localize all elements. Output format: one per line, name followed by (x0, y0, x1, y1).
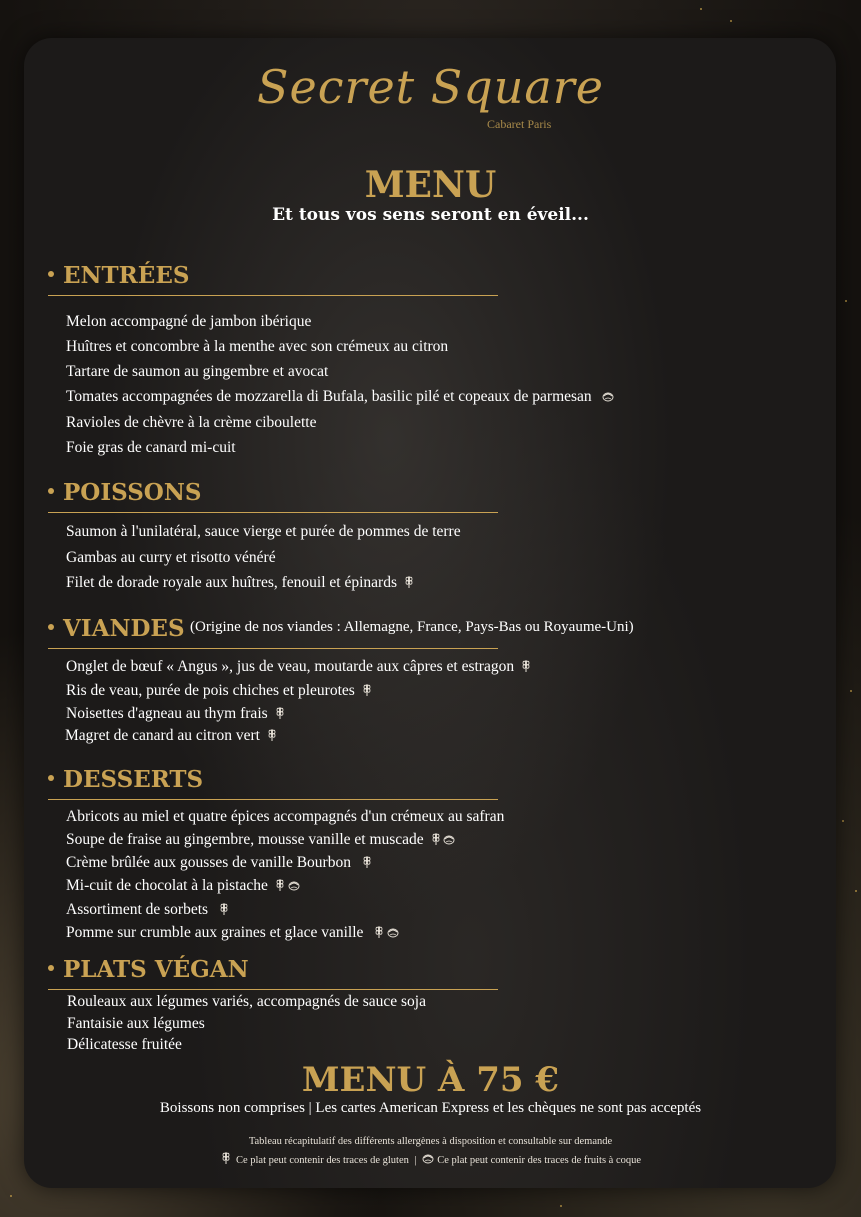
dish-item: Ravioles de chèvre à la crème ciboulette (66, 414, 317, 431)
section-title: DESSERTS (63, 766, 204, 793)
section-viandes-heading (48, 615, 634, 649)
decor-speck (560, 1205, 562, 1207)
wheat-icon (520, 659, 532, 673)
nut-icon (288, 878, 300, 892)
decor-speck (730, 20, 732, 22)
nut-icon (422, 1151, 434, 1165)
decor-speck (855, 890, 857, 892)
dish-item: Délicatesse fruitée (67, 1036, 182, 1053)
logo (0, 55, 861, 131)
dish-item: Crème brûlée aux gousses de vanille Bourbon (66, 854, 373, 872)
logo-subtitle: Cabaret Paris (487, 117, 552, 131)
wheat-icon (274, 706, 286, 720)
dish-item: Tartare de saumon au gingembre et avocat (66, 363, 329, 380)
logo-name: Secret Square (256, 60, 605, 114)
legend-separator: | (414, 1155, 417, 1166)
section-title: POISSONS (63, 479, 202, 506)
dish-item: Mi-cuit de chocolat à la pistache (66, 877, 300, 895)
decor-speck (845, 300, 847, 302)
decor-speck (700, 8, 702, 10)
wheat-icon (220, 1151, 232, 1165)
dish-item: Filet de dorade royale aux huîtres, fenouil et épinards (66, 574, 415, 592)
allergen-note: Tableau récapitulatif des différents allergènes à disposition et consultable sur demande (248, 1136, 613, 1147)
bullet-icon (48, 775, 54, 781)
decor-speck (850, 690, 852, 692)
section-entrees-heading (48, 262, 498, 296)
section-desserts-heading (48, 766, 498, 800)
menu-price: MENU À 75 € (301, 1060, 560, 1100)
nuts-legend: Ce plat peut contenir des traces de fruits à coque (437, 1155, 642, 1166)
payment-info: Boissons non comprises | Les cartes American Express et les chèques ne sont pas acceptés (159, 1100, 702, 1116)
bullet-icon (48, 488, 54, 494)
allergen-legend (0, 1151, 861, 1166)
wheat-icon (274, 878, 286, 892)
meat-origin-note: (Origine de nos viandes : Allemagne, France, Pays-Bas ou Royaume-Uni) (190, 619, 634, 635)
dish-item: Ris de veau, purée de pois chiches et pleurotes (66, 682, 373, 700)
nut-icon (602, 389, 614, 403)
dish-item: Foie gras de canard mi-cuit (66, 439, 236, 456)
dish-item: Soupe de fraise au gingembre, mousse vanille et muscade (66, 831, 455, 849)
decor-speck (10, 1195, 12, 1197)
dish-item: Saumon à l'unilatéral, sauce vierge et purée de pommes de terre (66, 523, 461, 540)
bullet-icon (48, 624, 54, 630)
wheat-icon (361, 855, 373, 869)
dish-item: Magret de canard au citron vert (65, 727, 278, 745)
decor-speck (842, 820, 844, 822)
nut-icon (387, 925, 399, 939)
dish-item: Fantaisie aux légumes (67, 1015, 205, 1032)
menu-title: MENU (364, 164, 497, 206)
section-poissons-heading (48, 479, 498, 513)
dish-item: Assortiment de sorbets (66, 901, 230, 919)
wheat-icon (430, 832, 442, 846)
section-title: VIANDES (63, 615, 185, 642)
section-title: PLATS VÉGAN (63, 956, 249, 983)
dish-item: Pomme sur crumble aux graines et glace vanille (66, 924, 399, 942)
gluten-legend: Ce plat peut contenir des traces de gluten (235, 1155, 409, 1166)
dish-item: Rouleaux aux légumes variés, accompagnés de sauce soja (67, 993, 426, 1010)
wheat-icon (218, 902, 230, 916)
dish-item: Abricots au miel et quatre épices accompagnés d'un crémeux au safran (66, 808, 505, 825)
menu-tagline: Et tous vos sens seront en éveil... (272, 205, 589, 225)
wheat-icon (373, 925, 385, 939)
section-vegan-heading (48, 956, 498, 990)
bullet-icon (48, 271, 54, 277)
bullet-icon (48, 965, 54, 971)
dish-item: Noisettes d'agneau au thym frais (66, 705, 286, 723)
wheat-icon (361, 683, 373, 697)
wheat-icon (266, 728, 278, 742)
dish-item: Tomates accompagnées de mozzarella di Bufala, basilic pilé et copeaux de parmesan (66, 388, 614, 406)
dish-item: Huîtres et concombre à la menthe avec son crémeux au citron (66, 338, 449, 355)
section-title: ENTRÉES (63, 262, 190, 289)
dish-item: Onglet de bœuf « Angus », jus de veau, moutarde aux câpres et estragon (66, 658, 532, 676)
nut-icon (443, 832, 455, 846)
dish-item: Gambas au curry et risotto vénéré (66, 549, 276, 566)
wheat-icon (403, 575, 415, 589)
dish-item: Melon accompagné de jambon ibérique (66, 313, 312, 330)
